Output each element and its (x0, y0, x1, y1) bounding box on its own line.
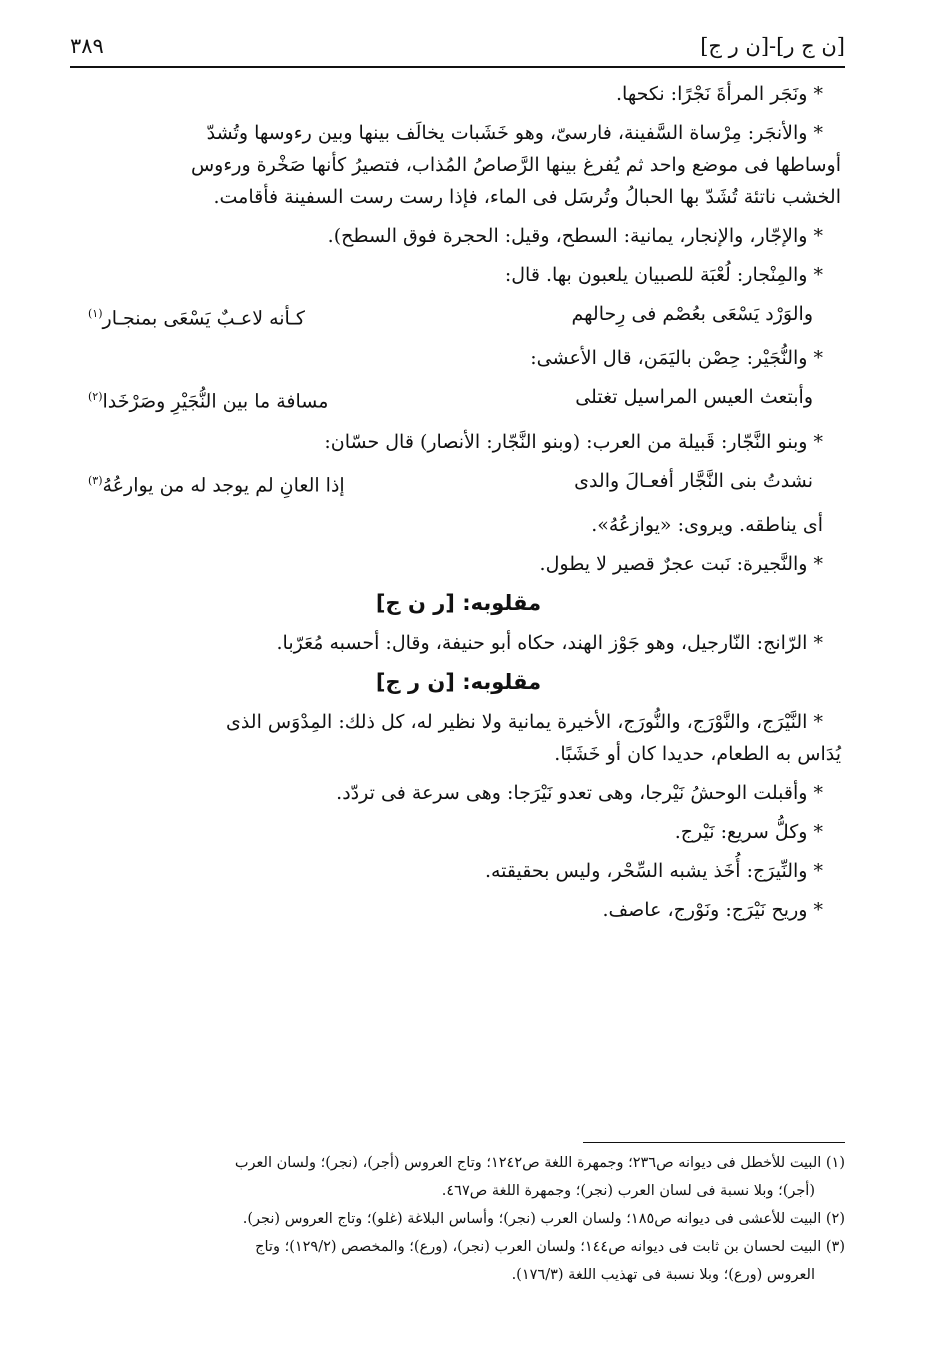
verse-3-first-hemistich: نشدتُ بنى النَّجَّار أفعـالَ والدى (574, 469, 813, 492)
verse-3-second-hemistich: إذا العانِ لم يوجد له من يوارعُهُ$^{(٣)}$ (88, 473, 345, 496)
verse-2-second-hemistich: مسافة ما بين النُّجَيْرِ وصَرْخَدا$^{(٢)}$ (88, 390, 329, 413)
entry-najjar: * وبنو النَّجّار: قَبيلة من العرب: (وبنو النَّجّار: الأنصار) قال حسّان: (324, 430, 823, 453)
verse-1-first-hemistich: والوَرْد يَسْعَى بعُصْم فى رِحالهم (571, 303, 813, 325)
footnote-marker-2: (٢) (88, 390, 103, 404)
page-body (76, 78, 841, 933)
entry-najara: * ونَجَر المرأةَ نَجْرًا: نكحها. (616, 83, 823, 105)
entry-nayraj-line: يُدَاس به الطعام، حديدا كان أو خَشَبًا. (554, 742, 841, 765)
entry-najira: * والنَّجيرة: نَبت عجرٌ قصير لا يطول. (539, 552, 823, 575)
entry-anjar-line: الخشب ناتئة تُشَدّ بها الحبالُ وتُرسَل فى الماء، فإذا رست رست السفينة فأقامت. (213, 186, 841, 208)
verse-2 (76, 381, 841, 417)
verse-3 (76, 465, 841, 501)
entry-rih: * وريح نَيْرَج: ونَوْرج، عاصف. (602, 898, 823, 921)
entry-nayraj (76, 706, 841, 770)
entry-anjar-line: * والأنجَر: مِرْساة السَّفينة، فارسىّ، وهو خَشَبات يخالَف بينها وبين رءوسها وتُشدّ (206, 122, 823, 144)
verse-1-second-hemistich: كـأنه لاعـبٌ يَسْعَى بمنجـار$^{(١)}$ (88, 307, 305, 330)
entry-ijjar: * والإجّار، والإنجار، يمانية: السطح، وقيل: الحجرة فوق السطح). (327, 225, 823, 247)
footnote-2: (٢) البيت للأعشى فى ديوانه ص١٨٥؛ ولسان العرب (نجر)؛ وأساس البلاغة (غلو)؛ وتاج العروس (نجر). (242, 1211, 845, 1227)
verse-1 (76, 298, 841, 334)
footnote-marker-3: (٣) (88, 473, 103, 487)
page-header (70, 26, 845, 66)
entry-wahsh-nayraj: * وأقبلت الوحشُ نَيْرجا، وهى تعدو نَيْرَجا: وهى سرعة فى تردّد. (336, 781, 823, 804)
entry-minjar: * والمِنْجار: لُعْبَة للصبيان يلعبون بها. قال: (504, 264, 823, 286)
entry-nayraj-line: * النَّيْرَج، والنَّوْرَج، والنُّورَج، الأخيرة يمانية ولا نظير له، كل ذلك: المِدْوَس الذى (225, 710, 823, 733)
footnote-3: (٣) البيت لحسان بن ثابت فى ديوانه ص١٤٤؛ ولسان العرب (نجر)، (ورع)؛ والمخصص (١٢٩/٢)؛ وتاج (255, 1239, 845, 1255)
entry-anjar-line: أوساطها فى موضع واحد ثم يُفرغ بينها الرَّصاصُ المُذاب، فتصيرُ كأنها صَخْرة ورءوس (190, 154, 841, 176)
entry-niyraj: * والنِّيرَج: أُخَذ يشبه السِّحْر، وليس بحقيقته. (484, 859, 823, 882)
section-heading-ranj: مقلوبه: [ر ن ج] (375, 590, 542, 615)
verse-2-first-hemistich: وأبتعث العيس المراسيل تغتلى (575, 386, 813, 409)
footnote-marker-1: (١) (88, 307, 103, 320)
entry-ranij: * الرّانج: النّارجيل، وهو جَوْز الهند، حكاه أبو حنيفة، وقال: أحسبه مُعَرّبا. (276, 631, 823, 654)
footnote-1: (١) البيت للأخطل فى ديوانه ص٢٣٦؛ وجمهرة اللغة ص١٢٤٢؛ وتاج العروس (أجر)، (نجر)؛ ولسان العرب (234, 1155, 845, 1171)
entry-anjar (76, 117, 841, 213)
entry-nujayr: * والنُّجَيْر: حِصْن باليَمَن، قال الأعشى: (530, 347, 823, 370)
entry-variant-note: أى يناطقه. ويروى: «يوازعُهُ». (591, 513, 823, 536)
page-number: ٣٨٩ (70, 34, 104, 58)
section-heading-narj: مقلوبه: [ن ر ج] (375, 669, 542, 694)
footnote-divider (583, 1142, 845, 1143)
footnote-1-continued: (أجر)؛ وبلا نسبة فى لسان العرب (نجر)؛ وجمهرة اللغة ص٤٦٧. (441, 1183, 815, 1199)
footnote-3-continued: العروس (ورع)؛ وبلا نسبة فى تهذيب اللغة (١٧٦/٣). (511, 1267, 815, 1283)
root-label: [ن ج ر]-[ن ر ج] (700, 34, 845, 58)
entry-sari: * وكلُّ سريع: نَيْرج. (674, 820, 823, 843)
header-divider (70, 66, 845, 68)
footnotes (76, 1150, 845, 1290)
